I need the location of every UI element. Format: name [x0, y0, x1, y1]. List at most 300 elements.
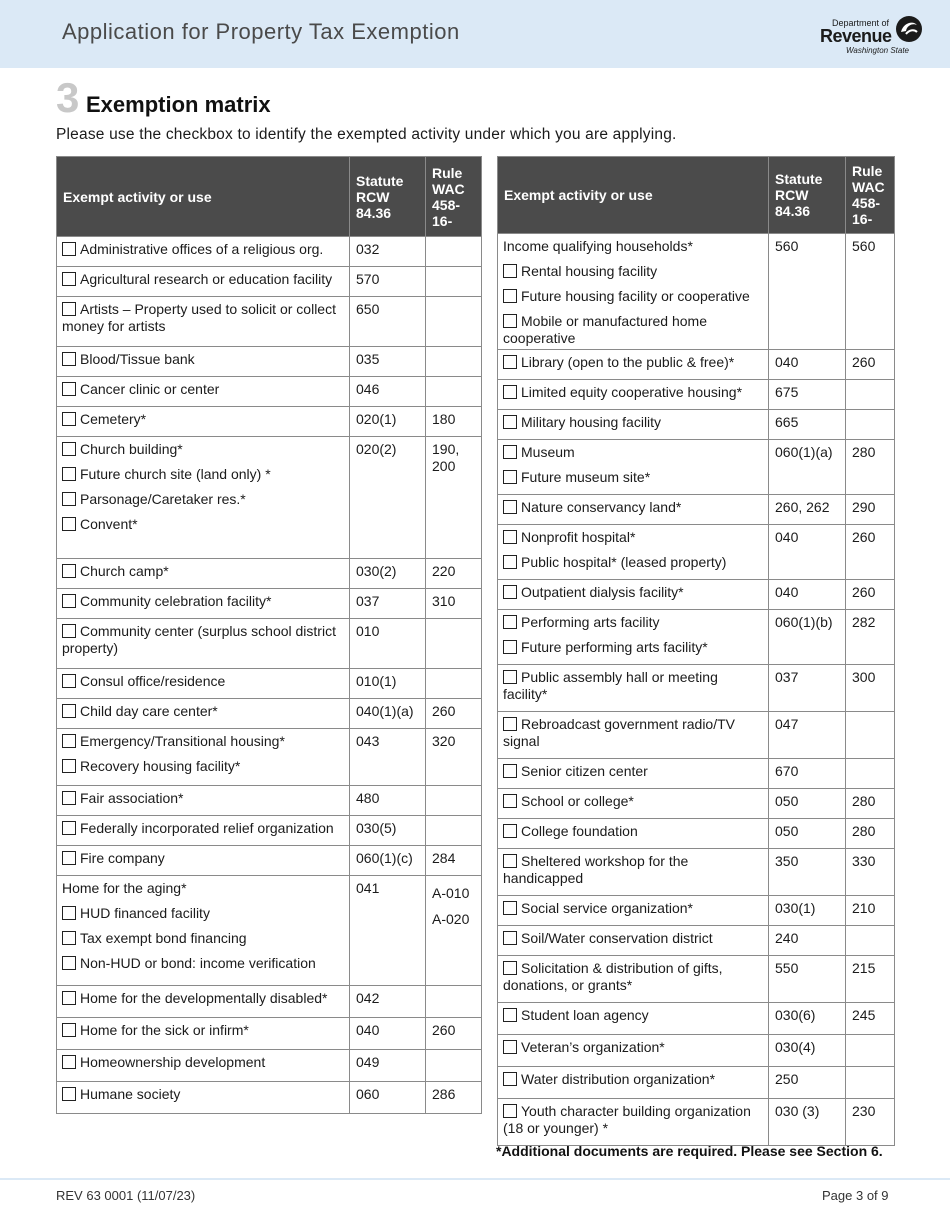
table-row: [498, 1003, 895, 1035]
statute-cell: 035: [350, 347, 426, 377]
exemption-checkbox[interactable]: [62, 674, 76, 688]
table-row: [57, 267, 482, 297]
activity-label: Rebroadcast government radio/TV signal: [503, 716, 735, 749]
exemption-checkbox[interactable]: [62, 242, 76, 256]
rule-cell: 284: [426, 846, 482, 876]
activity-item: [503, 499, 762, 516]
exemption-checkbox[interactable]: [503, 1104, 517, 1118]
statute-cell: 043: [350, 729, 426, 786]
activity-cell: [57, 669, 350, 699]
activity-cell: [57, 786, 350, 816]
activity-label: Home for the aging*: [62, 880, 187, 896]
rule-cell: [846, 1067, 895, 1099]
activity-item: [62, 441, 343, 458]
activity-cell: [498, 380, 769, 410]
statute-cell: 030(2): [350, 559, 426, 589]
footer-divider: [0, 1178, 950, 1180]
table-row: [498, 819, 895, 849]
activity-cell: [498, 495, 769, 525]
activity-item: [503, 823, 762, 840]
activity-item: [503, 853, 762, 887]
activity-label: Senior citizen center: [521, 763, 648, 779]
rule-cell: 260: [846, 350, 895, 380]
activity-cell: [498, 1003, 769, 1035]
statute-cell: 670: [769, 759, 846, 789]
activity-item: [503, 313, 762, 347]
statute-cell: 050: [769, 819, 846, 849]
table-row: [57, 816, 482, 846]
exemption-checkbox[interactable]: [62, 759, 76, 773]
activity-item: [503, 960, 762, 994]
activity-item: [62, 593, 343, 610]
rule-cell: A-010 A-020: [426, 876, 482, 986]
dor-logo: [820, 14, 930, 58]
exemption-checkbox[interactable]: [503, 585, 517, 599]
activity-cell: [498, 610, 769, 665]
activity-item: [62, 955, 343, 972]
rule-cell: [426, 297, 482, 347]
activity-label: Outpatient dialysis facility*: [521, 584, 684, 600]
rule-cell: 260: [426, 1018, 482, 1050]
statute-cell: 560: [769, 234, 846, 350]
statute-cell: 030(5): [350, 816, 426, 846]
exemption-checkbox[interactable]: [62, 791, 76, 805]
activity-cell: [498, 1035, 769, 1067]
statute-cell: 010: [350, 619, 426, 669]
activity-label: Public hospital* (leased property): [521, 554, 727, 570]
table-row: [57, 876, 482, 986]
activity-item: [62, 1022, 343, 1039]
table-row: [498, 1035, 895, 1067]
rule-cell: 280: [846, 819, 895, 849]
rule-cell: [846, 410, 895, 440]
statute-cell: 650: [350, 297, 426, 347]
table-row: [57, 437, 482, 559]
activity-item: [62, 758, 343, 775]
table-row: [57, 729, 482, 786]
exemption-checkbox[interactable]: [62, 991, 76, 1005]
rule-cell: [426, 986, 482, 1018]
activity-label: Solicitation & distribution of gifts, donations, or grants*: [503, 960, 723, 993]
activity-label: Military housing facility: [521, 414, 662, 430]
activity-item: [503, 614, 762, 631]
statute-cell: 020(2): [350, 437, 426, 559]
rule-cell: 180: [426, 407, 482, 437]
activity-label: Community center (surplus school district property): [62, 623, 336, 656]
exemption-checkbox[interactable]: [62, 1055, 76, 1069]
rule-cell: 190, 200: [426, 437, 482, 559]
activity-item: [62, 880, 343, 897]
activity-label: Convent*: [80, 516, 138, 532]
activity-item: [503, 1103, 762, 1137]
statute-cell: 060(1)(b): [769, 610, 846, 665]
table-row: [498, 234, 895, 350]
activity-item: [503, 793, 762, 810]
table-row: [498, 789, 895, 819]
activity-cell: [57, 407, 350, 437]
exemption-checkbox[interactable]: [62, 302, 76, 316]
activity-item: [62, 990, 343, 1007]
activity-label: Agricultural research or education facility: [80, 271, 333, 287]
exemption-checkbox[interactable]: [503, 445, 517, 459]
activity-item: [62, 516, 343, 533]
exemption-checkbox[interactable]: [62, 1087, 76, 1101]
activity-item: [503, 414, 762, 431]
logo-revenue-text: Revenue: [820, 26, 892, 46]
activity-item: [503, 288, 762, 305]
exemption-checkbox[interactable]: [503, 555, 517, 569]
exemption-checkbox[interactable]: [62, 594, 76, 608]
rule-cell: [426, 786, 482, 816]
activity-label: Recovery housing facility*: [80, 758, 241, 774]
table-row: [57, 619, 482, 669]
statute-cell: 041: [350, 876, 426, 986]
activity-label: Rental housing facility: [521, 263, 658, 279]
activity-label: Veteran’s organization*: [521, 1039, 665, 1055]
table-row: [498, 665, 895, 712]
table-header-row: [57, 157, 482, 237]
statute-cell: 665: [769, 410, 846, 440]
activity-item: [62, 790, 343, 807]
exemption-checkbox[interactable]: [62, 517, 76, 531]
exemption-checkbox[interactable]: [62, 906, 76, 920]
activity-label: Mobile or manufactured home cooperative: [503, 313, 707, 346]
statute-cell: 030(4): [769, 1035, 846, 1067]
activity-item: [503, 930, 762, 947]
activity-item: [503, 469, 762, 486]
required-documents-note: *Additional documents are required. Please see Section 6.: [496, 1143, 883, 1159]
statute-cell: 550: [769, 956, 846, 1003]
activity-item: [62, 820, 343, 837]
activity-cell: [57, 1082, 350, 1114]
activity-cell: [498, 819, 769, 849]
activity-cell: [498, 956, 769, 1003]
activity-label: Humane society: [80, 1086, 181, 1102]
statute-cell: 480: [350, 786, 426, 816]
activity-label: Future church site (land only) *: [80, 466, 271, 482]
activity-cell: [57, 876, 350, 986]
page-title: Application for Property Tax Exemption: [62, 19, 460, 44]
exemption-checkbox[interactable]: [62, 734, 76, 748]
table-row: [498, 712, 895, 759]
activity-label: Cancer clinic or center: [80, 381, 220, 397]
exemption-checkbox[interactable]: [503, 961, 517, 975]
rule-cell: [426, 347, 482, 377]
activity-label: Nonprofit hospital*: [521, 529, 636, 545]
activity-cell: [57, 1018, 350, 1050]
activity-label: Student loan agency: [521, 1007, 649, 1023]
table-row: [57, 1082, 482, 1114]
activity-item: [62, 673, 343, 690]
activity-item: [503, 238, 762, 255]
statute-cell: 060: [350, 1082, 426, 1114]
rule-cell: 260: [846, 580, 895, 610]
exemption-checkbox[interactable]: [503, 931, 517, 945]
exemption-checkbox[interactable]: [62, 704, 76, 718]
table-header-row: [498, 157, 895, 234]
activity-item: [503, 354, 762, 371]
statute-cell: 030 (3): [769, 1099, 846, 1146]
exemption-checkbox[interactable]: [503, 1072, 517, 1086]
table-row: [498, 926, 895, 956]
activity-item: [503, 716, 762, 750]
table-row: [57, 986, 482, 1018]
table-row: [498, 410, 895, 440]
activity-item: [62, 411, 343, 428]
exemption-checkbox[interactable]: [503, 355, 517, 369]
page-number: Page 3 of 9: [822, 1188, 889, 1203]
exemption-checkbox[interactable]: [503, 385, 517, 399]
activity-item: [503, 384, 762, 401]
statute-cell: 040: [769, 525, 846, 580]
activity-cell: [498, 665, 769, 712]
table-row: [498, 1067, 895, 1099]
activity-label: Emergency/Transitional housing*: [80, 733, 285, 749]
exemption-checkbox[interactable]: [62, 956, 76, 970]
exemption-checkbox[interactable]: [503, 1008, 517, 1022]
rule-cell: 290: [846, 495, 895, 525]
activity-cell: [498, 789, 769, 819]
table-row: [498, 380, 895, 410]
exemption-checkbox[interactable]: [503, 824, 517, 838]
activity-label: Youth character building organization (18 or younger) *: [503, 1103, 751, 1136]
activity-label: Cemetery*: [80, 411, 147, 427]
activity-label: Home for the sick or infirm*: [80, 1022, 249, 1038]
statute-cell: 046: [350, 377, 426, 407]
table-row: [498, 610, 895, 665]
activity-cell: [498, 525, 769, 580]
exemption-checkbox[interactable]: [62, 931, 76, 945]
activity-label: Artists – Property used to solicit or collect money for artists: [62, 301, 336, 334]
revenue-swirl-icon: [894, 14, 924, 44]
exemption-checkbox[interactable]: [62, 352, 76, 366]
rule-cell: [846, 1035, 895, 1067]
activity-item: [62, 703, 343, 720]
activity-label: Church building*: [80, 441, 183, 457]
activity-cell: [57, 1050, 350, 1082]
header-statute: Statute RCW 84.36: [350, 157, 426, 237]
activity-label: Limited equity cooperative housing*: [521, 384, 743, 400]
activity-label: Fire company: [80, 850, 165, 866]
table-row: [498, 759, 895, 789]
activity-item: [503, 529, 762, 546]
activity-item: [503, 763, 762, 780]
activity-label: Administrative offices of a religious org.: [80, 241, 324, 257]
table-row: [57, 559, 482, 589]
activity-cell: [498, 410, 769, 440]
table-row: [57, 297, 482, 347]
exemption-checkbox[interactable]: [62, 564, 76, 578]
activity-cell: [498, 926, 769, 956]
exemption-checkbox[interactable]: [503, 1040, 517, 1054]
rule-cell: [846, 759, 895, 789]
activity-label: Income qualifying households*: [503, 238, 693, 254]
activity-label: Federally incorporated relief organization: [80, 820, 334, 836]
activity-cell: [57, 729, 350, 786]
activity-cell: [57, 699, 350, 729]
activity-item: [62, 1054, 343, 1071]
rule-cell: 210: [846, 896, 895, 926]
rule-cell: 280: [846, 789, 895, 819]
table-row: [57, 347, 482, 377]
exemption-checkbox[interactable]: [503, 500, 517, 514]
exemption-checkbox[interactable]: [503, 901, 517, 915]
exemption-checkbox[interactable]: [503, 470, 517, 484]
activity-item: [62, 905, 343, 922]
activity-cell: [57, 589, 350, 619]
exemption-checkbox[interactable]: [503, 717, 517, 731]
rule-cell: 230: [846, 1099, 895, 1146]
statute-cell: 570: [350, 267, 426, 297]
exemption-checkbox[interactable]: [62, 442, 76, 456]
statute-cell: 047: [769, 712, 846, 759]
exemption-checkbox[interactable]: [62, 1023, 76, 1037]
exemption-checkbox[interactable]: [503, 670, 517, 684]
activity-cell: [498, 712, 769, 759]
rule-cell: 330: [846, 849, 895, 896]
section-title: Exemption matrix: [86, 92, 271, 117]
statute-cell: 037: [769, 665, 846, 712]
exemption-matrix-right: [497, 156, 895, 1146]
activity-label: Future performing arts facility*: [521, 639, 708, 655]
statute-cell: 240: [769, 926, 846, 956]
activity-cell: [57, 267, 350, 297]
rule-cell: [846, 712, 895, 759]
activity-cell: [57, 377, 350, 407]
logo-state-text: Washington State: [846, 46, 910, 55]
activity-item: [503, 639, 762, 656]
activity-label: Non-HUD or bond: income verification: [80, 955, 316, 971]
exemption-checkbox[interactable]: [503, 314, 517, 328]
activity-cell: [498, 1099, 769, 1146]
statute-cell: 050: [769, 789, 846, 819]
exemption-checkbox[interactable]: [62, 851, 76, 865]
exemption-checkbox[interactable]: [62, 492, 76, 506]
activity-label: HUD financed facility: [80, 905, 210, 921]
table-row: [57, 1050, 482, 1082]
statute-cell: 040(1)(a): [350, 699, 426, 729]
activity-label: Parsonage/Caretaker res.*: [80, 491, 246, 507]
table-row: [57, 699, 482, 729]
rule-cell: 245: [846, 1003, 895, 1035]
activity-cell: [57, 986, 350, 1018]
activity-label: Homeownership development: [80, 1054, 266, 1070]
exemption-checkbox[interactable]: [503, 854, 517, 868]
activity-item: [62, 623, 343, 657]
table-row: [498, 580, 895, 610]
exemption-checkbox[interactable]: [62, 382, 76, 396]
exemption-checkbox[interactable]: [503, 415, 517, 429]
exemption-checkbox[interactable]: [503, 615, 517, 629]
rule-cell: [426, 267, 482, 297]
statute-cell: 030(6): [769, 1003, 846, 1035]
activity-label: Community celebration facility*: [80, 593, 272, 609]
table-row: [57, 377, 482, 407]
activity-label: Performing arts facility: [521, 614, 660, 630]
rule-cell: [846, 926, 895, 956]
activity-item: [503, 263, 762, 280]
activity-label: Library (open to the public & free)*: [521, 354, 735, 370]
activity-label: Future museum site*: [521, 469, 651, 485]
header-statute: Statute RCW 84.36: [769, 157, 846, 234]
table-row: [57, 589, 482, 619]
statute-cell: 040: [769, 580, 846, 610]
statute-cell: 250: [769, 1067, 846, 1099]
statute-cell: 032: [350, 237, 426, 267]
activity-item: [62, 381, 343, 398]
exemption-checkbox[interactable]: [62, 624, 76, 638]
rule-cell: 286: [426, 1082, 482, 1114]
section-number: 3: [56, 74, 80, 121]
activity-cell: [57, 816, 350, 846]
exemption-checkbox[interactable]: [62, 412, 76, 426]
rule-cell: 300: [846, 665, 895, 712]
activity-label: Public assembly hall or meeting facility*: [503, 669, 718, 702]
exemption-checkbox[interactable]: [503, 530, 517, 544]
activity-cell: [498, 440, 769, 495]
exemption-checkbox[interactable]: [503, 794, 517, 808]
table-row: [498, 896, 895, 926]
exemption-checkbox[interactable]: [503, 764, 517, 778]
activity-item: [62, 563, 343, 580]
activity-cell: [498, 350, 769, 380]
rule-cell: 220: [426, 559, 482, 589]
activity-label: College foundation: [521, 823, 638, 839]
header-activity: Exempt activity or use: [57, 157, 350, 237]
activity-cell: [498, 849, 769, 896]
activity-item: [503, 1071, 762, 1088]
activity-item: [503, 554, 762, 571]
activity-label: Consul office/residence: [80, 673, 226, 689]
activity-item: [62, 1086, 343, 1103]
exemption-checkbox[interactable]: [62, 821, 76, 835]
statute-cell: 040: [769, 350, 846, 380]
rule-cell: 260: [426, 699, 482, 729]
form-number: REV 63 0001 (11/07/23): [56, 1188, 196, 1203]
activity-label: Church camp*: [80, 563, 169, 579]
exemption-checkbox[interactable]: [503, 289, 517, 303]
header-rule: Rule WAC 458-16-: [846, 157, 895, 234]
activity-item: [503, 1007, 762, 1024]
exemption-checkbox[interactable]: [62, 272, 76, 286]
activity-item: [62, 930, 343, 947]
activity-cell: [57, 237, 350, 267]
exemption-checkbox[interactable]: [503, 640, 517, 654]
activity-item: [503, 669, 762, 703]
table-row: [57, 237, 482, 267]
table-row: [57, 407, 482, 437]
rule-cell: 282: [846, 610, 895, 665]
rule-cell: 215: [846, 956, 895, 1003]
exemption-checkbox[interactable]: [503, 264, 517, 278]
exemption-checkbox[interactable]: [62, 467, 76, 481]
activity-item: [62, 301, 343, 335]
rule-cell: 320: [426, 729, 482, 786]
activity-item: [62, 241, 343, 258]
activity-item: [62, 351, 343, 368]
activity-label: Future housing facility or cooperative: [521, 288, 750, 304]
activity-label: Sheltered workshop for the handicapped: [503, 853, 689, 886]
statute-cell: 030(1): [769, 896, 846, 926]
rule-cell: [426, 669, 482, 699]
activity-item: [503, 584, 762, 601]
table-row: [57, 669, 482, 699]
statute-cell: 049: [350, 1050, 426, 1082]
statute-cell: 350: [769, 849, 846, 896]
statute-cell: 060(1)(c): [350, 846, 426, 876]
activity-cell: [57, 619, 350, 669]
statute-cell: 040: [350, 1018, 426, 1050]
